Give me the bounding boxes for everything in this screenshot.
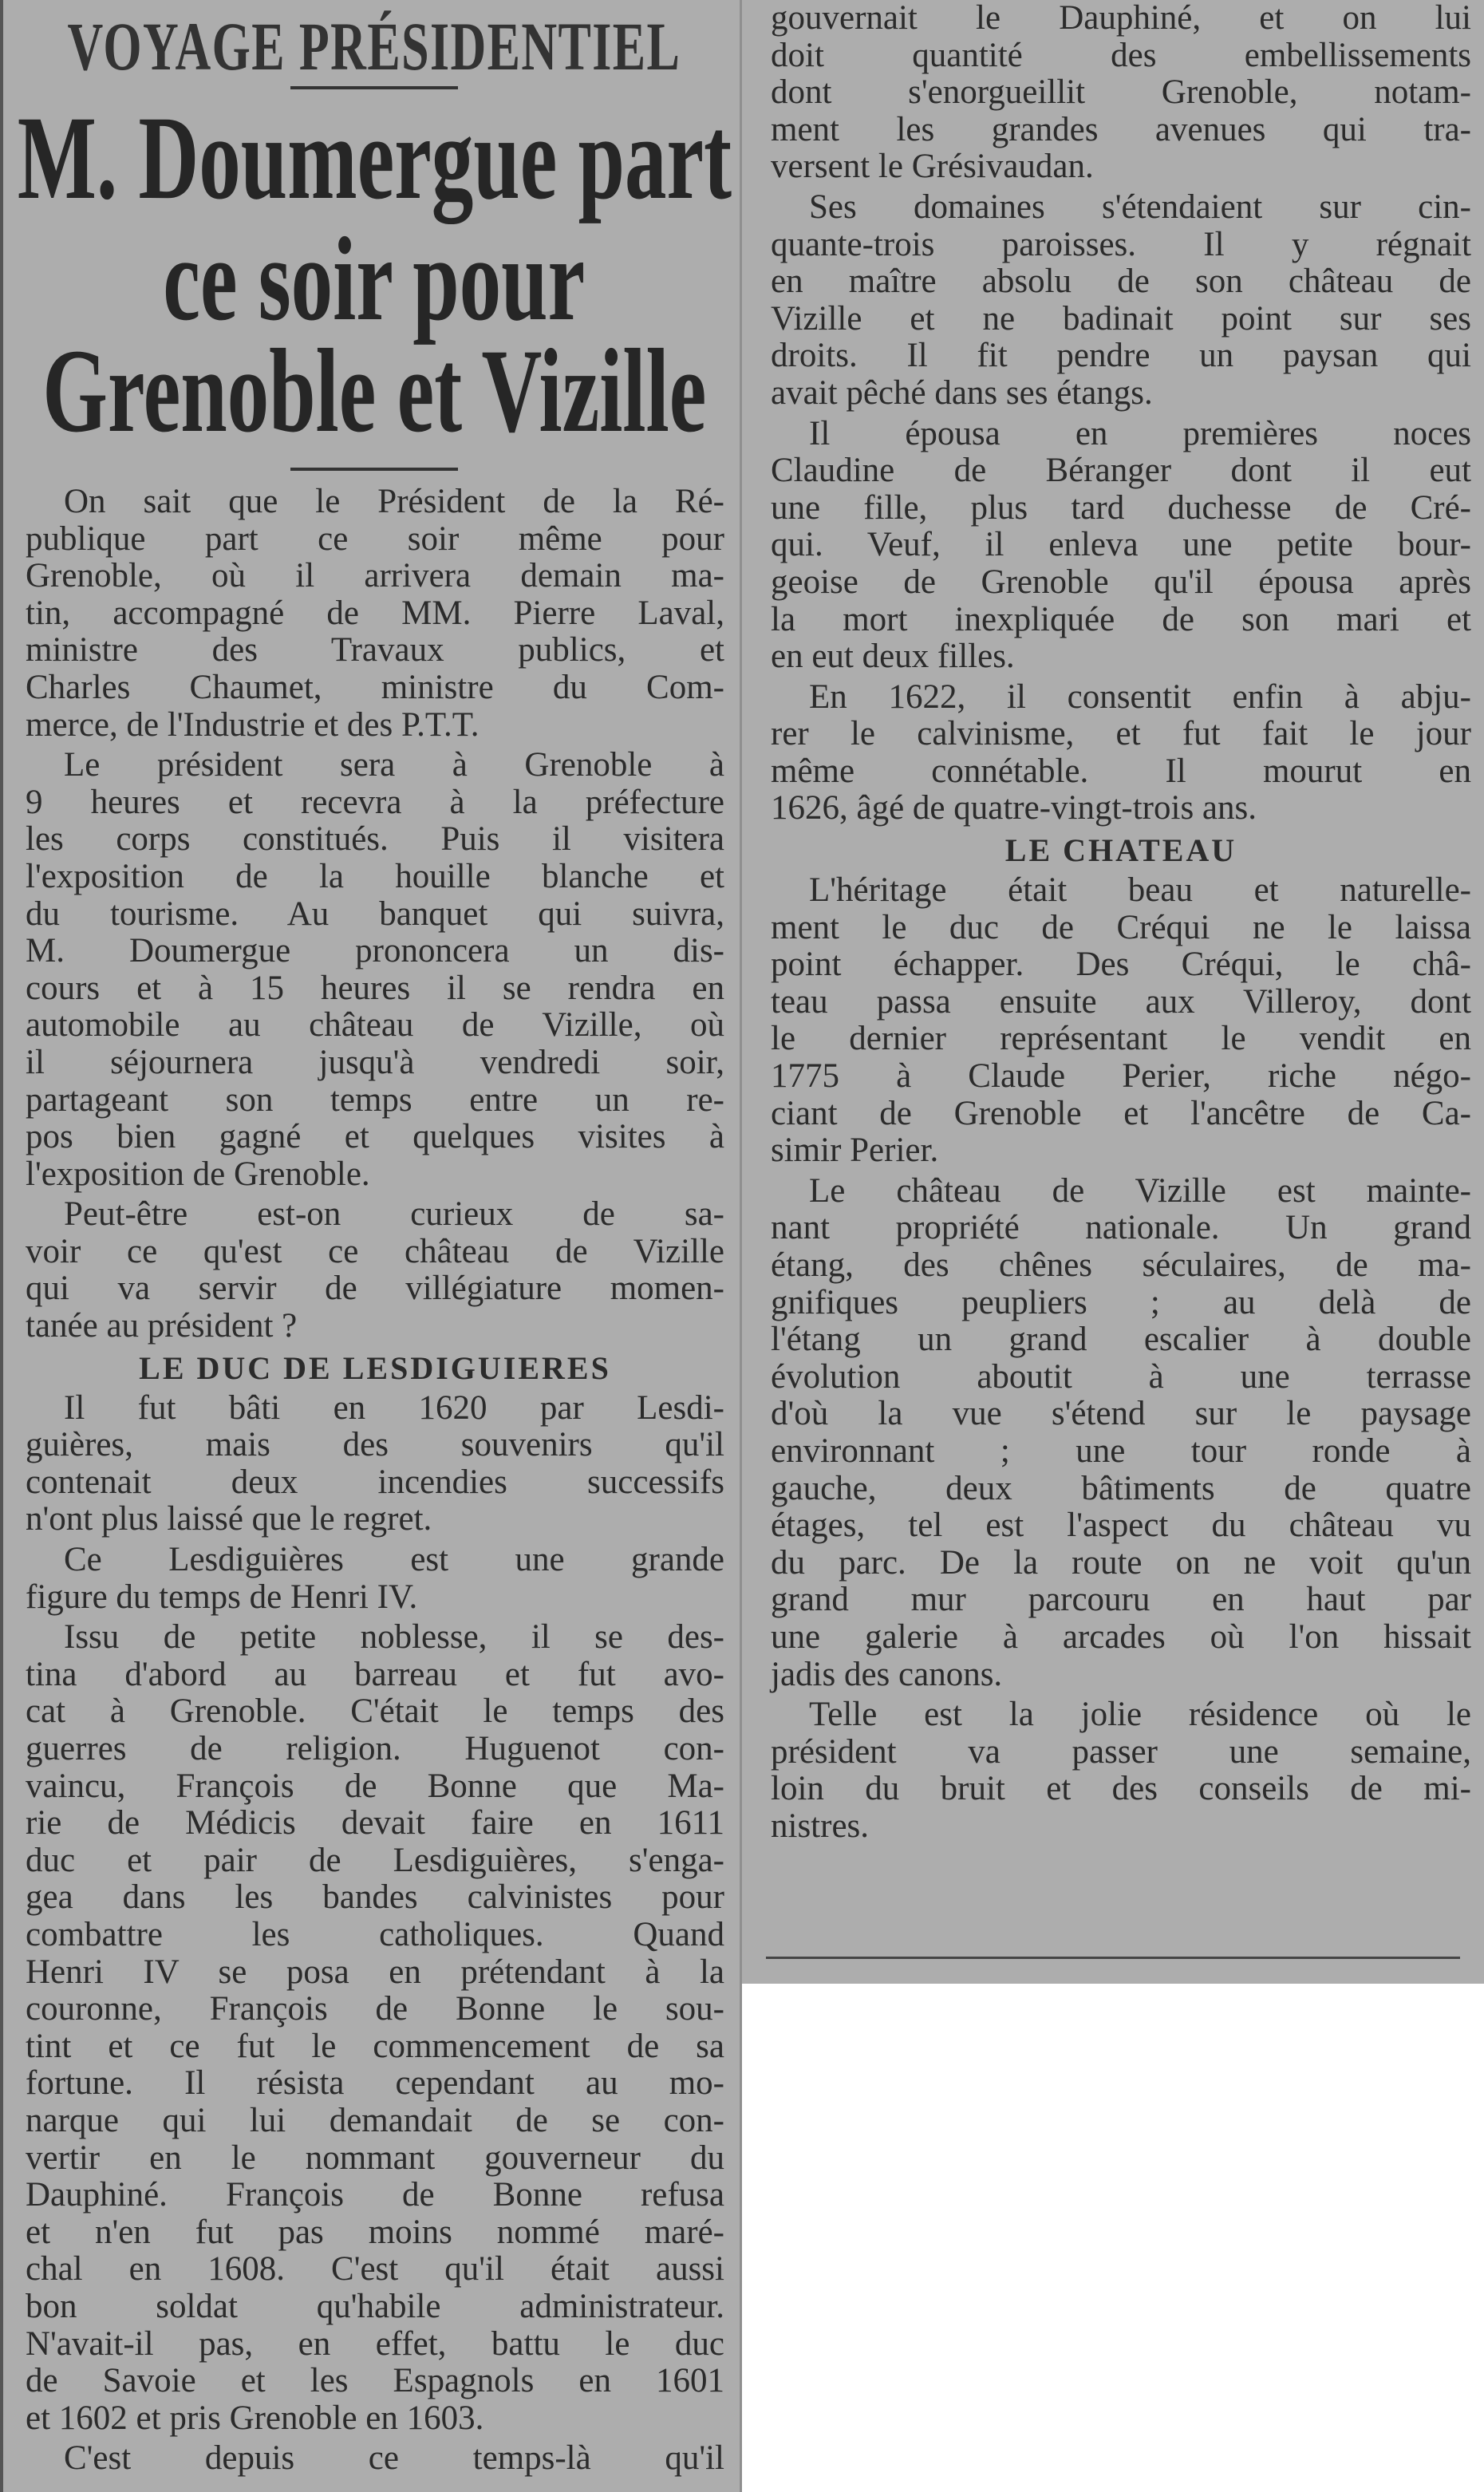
text-line: Charles Chaumet, ministre du Com- <box>26 668 724 706</box>
text-line: rer le calvinisme, et fut fait le jour <box>771 715 1471 753</box>
headline-text: Grenoble et Vizille <box>41 325 707 457</box>
text-line: On sait que le Président de la Ré- <box>64 483 724 520</box>
text-line: Ce Lesdiguières est une grande <box>64 1541 724 1579</box>
text-line: une galerie à arcades où l'on hissait <box>771 1617 1471 1656</box>
text-line: gauche, deux bâtiments de quatre <box>771 1469 1471 1507</box>
text-line: bon soldat qu'habile administrateur. <box>26 2287 724 2325</box>
text-line: le dernier représentant le vendit en <box>771 1020 1471 1058</box>
paragraph <box>26 1390 724 1538</box>
paragraph <box>771 679 1471 827</box>
text-line: ment le duc de Créqui ne le laissa <box>771 908 1471 946</box>
text-line: ciant de Grenoble et l'ancêtre de Ca- <box>771 1094 1471 1132</box>
text-line: Peut-être est-on curieux de sa- <box>64 1195 724 1234</box>
text-line: couronne, François de Bonne le sou- <box>26 1990 724 2028</box>
text-line: qui va servir de villégiature momen- <box>26 1270 724 1308</box>
paragraph <box>26 1619 724 2437</box>
text-line: partageant son temps entre un re- <box>26 1080 724 1119</box>
text-line: automobile au château de Vizille, où <box>26 1006 724 1045</box>
text-line: guières, mais des souvenirs qu'il <box>26 1426 724 1464</box>
text-line: la mort inexpliquée de son mari et <box>771 600 1471 638</box>
text-line: l'étang un grand escalier à double <box>771 1321 1471 1359</box>
text-line: simir Perier. <box>771 1131 939 1170</box>
text-line: N'avait-il pas, en effet, battu le duc <box>26 2324 724 2363</box>
left-column-body <box>26 484 724 2481</box>
right-column-body <box>771 0 1471 1849</box>
text-line: grand mur parcouru en haut par <box>771 1581 1471 1619</box>
text-line: M. Doumergue prononcera un dis- <box>26 932 724 970</box>
text-line: évolution aboutit à une terrasse <box>771 1357 1471 1396</box>
text-line: l'exposition de Grenoble. <box>26 1155 370 1193</box>
headline-line-3 <box>3 325 745 457</box>
text-line: Grenoble, où il arrivera demain ma- <box>26 557 724 595</box>
text-line: étang, des chênes séculaires, de ma- <box>771 1246 1471 1284</box>
text-line: fortune. Il résista cependant au mo- <box>26 2064 724 2103</box>
text-line: environnant ; une tour ronde à <box>771 1432 1471 1470</box>
headline-line-2 <box>3 213 745 346</box>
text-line: Vizille et ne badinait point sur ses <box>771 299 1471 338</box>
text-line: en eut deux filles. <box>771 638 1015 676</box>
kicker <box>3 8 745 85</box>
text-line: voir ce qu'est ce château de Vizille <box>26 1232 724 1270</box>
text-line: qui. Veuf, il enleva une petite bour- <box>771 526 1471 564</box>
text-line: chal en 1608. C'est qu'il était aussi <box>26 2250 724 2289</box>
paragraph <box>26 484 724 744</box>
paragraph <box>26 1542 724 1616</box>
text-line: Il fut bâti en 1620 par Lesdi- <box>64 1388 724 1427</box>
text-line: Ses domaines s'étendaient sur cin- <box>809 188 1471 226</box>
end-rule <box>766 1957 1460 1959</box>
text-line: duc et pair de Lesdiguières, s'enga- <box>26 1841 724 1879</box>
text-line: vertir en le nommant gouverneur du <box>26 2139 724 2177</box>
text-line: Le président sera à Grenoble à <box>64 746 724 784</box>
text-line: une fille, plus tard duchesse de Cré- <box>771 488 1471 527</box>
paragraph <box>771 1696 1471 1845</box>
text-line: Telle est la jolie résidence où le <box>809 1696 1471 1734</box>
text-line: cours et à 15 heures il se rendra en <box>26 969 724 1007</box>
text-line: ment les grandes avenues qui tra- <box>771 110 1471 148</box>
text-line: geoise de Grenoble qu'il épousa après <box>771 563 1471 601</box>
text-line: jadis des canons. <box>771 1655 1003 1693</box>
text-line: les corps constitués. Puis il visitera <box>26 820 724 859</box>
text-line: tanée au président ? <box>26 1307 298 1345</box>
text-line: ministre des Travaux publics, et <box>26 631 724 669</box>
text-line: et 1602 et pris Grenoble en 1603. <box>26 2399 484 2437</box>
text-line: du tourisme. Au banquet qui suivra, <box>26 895 724 933</box>
text-line: gouvernait le Dauphiné, et on lui <box>771 0 1471 37</box>
text-line: dont s'enorgueillit Grenoble, notam- <box>771 73 1471 112</box>
text-line: Dauphiné. François de Bonne refusa <box>26 2176 724 2214</box>
paragraph <box>771 872 1471 1170</box>
right-column <box>742 0 1484 1984</box>
text-line: nistres. <box>771 1807 870 1845</box>
paragraph <box>26 1196 724 1345</box>
headline-text: M. Doumergue part <box>17 92 732 224</box>
paragraph <box>771 416 1471 676</box>
text-line: L'héritage était beau et naturelle- <box>809 871 1471 910</box>
text-line: tina d'abord au barreau et fut avo- <box>26 1655 724 1693</box>
text-line: Le château de Vizille est mainte- <box>809 1171 1471 1210</box>
headline-text: ce soir pour <box>163 213 586 346</box>
text-line: tint et ce fut le commencement de sa <box>26 2027 724 2065</box>
text-line: narque qui lui demandait de se con- <box>26 2101 724 2139</box>
text-line: teau passa ensuite aux Villeroy, dont <box>771 982 1471 1021</box>
text-line: l'exposition de la houille blanche et <box>26 857 724 895</box>
headline-line-1 <box>3 92 745 224</box>
text-line: quante-trois paroisses. Il y régnait <box>771 225 1471 263</box>
text-line: pos bien gagné et quelques visites à <box>26 1118 724 1156</box>
text-line: Il épousa en premières noces <box>809 414 1471 452</box>
text-line: 1775 à Claude Perier, riche négo- <box>771 1057 1471 1096</box>
section-heading: LE DUC DE LESDIGUIERES <box>139 1349 611 1386</box>
text-line: tin, accompagné de MM. Pierre Laval, <box>26 594 724 632</box>
text-line: En 1622, il consentit enfin à abju- <box>809 677 1471 716</box>
text-line: point échapper. Des Créqui, le châ- <box>771 946 1471 984</box>
paragraph <box>26 2440 724 2478</box>
text-line: d'où la vue s'étend sur le paysage <box>771 1395 1471 1433</box>
text-line: rie de Médicis devait faire en 1611 <box>26 1804 724 1842</box>
text-line: Claudine de Béranger dont il eut <box>771 452 1471 490</box>
text-line: publique part ce soir même pour <box>26 519 724 558</box>
text-line: gea dans les bandes calvinistes pour <box>26 1878 724 1917</box>
text-line: en maître absolu de son château de <box>771 263 1471 301</box>
text-line: loin du bruit et des conseils de mi- <box>771 1770 1471 1808</box>
text-line: président va passer une semaine, <box>771 1732 1471 1771</box>
text-line: cat à Grenoble. C'était le temps des <box>26 1692 724 1731</box>
text-line: figure du temps de Henri IV. <box>26 1578 418 1616</box>
text-line: 9 heures et recevra à la préfecture <box>26 783 724 821</box>
text-line: guerres de religion. Huguenot con- <box>26 1730 724 1767</box>
paragraph <box>771 1173 1471 1693</box>
kicker-rule <box>290 86 458 89</box>
text-line: combattre les catholiques. Quand <box>26 1915 724 1953</box>
text-line: gnifiques peupliers ; au delà de <box>771 1283 1471 1321</box>
text-line: nant propriété nationale. Un grand <box>771 1209 1471 1247</box>
text-line: avait pêché dans ses étangs. <box>771 373 1153 412</box>
paragraph <box>771 0 1471 186</box>
headline-rule <box>290 468 458 471</box>
text-line: Henri IV se posa en prétendant à la <box>26 1953 724 1991</box>
text-line: 1626, âgé de quatre-vingt-trois ans. <box>771 789 1257 827</box>
text-line: versent le Grésivaudan. <box>771 148 1094 186</box>
text-line: vaincu, François de Bonne que Ma- <box>26 1767 724 1805</box>
text-line: merce, de l'Industrie et des P.T.T. <box>26 705 480 744</box>
kicker-text: VOYAGE PRÉSIDENTIEL <box>67 8 681 85</box>
text-line: C'est depuis ce temps-là qu'il <box>64 2439 724 2478</box>
text-line: contenait deux incendies successifs <box>26 1463 724 1501</box>
text-line: et n'en fut pas moins nommé maré- <box>26 2213 724 2251</box>
text-line: de Savoie et les Espagnols en 1601 <box>26 2362 724 2400</box>
text-line: du parc. De la route on ne voit qu'un <box>771 1543 1471 1582</box>
text-line: il séjournera jusqu'à vendredi soir, <box>26 1043 724 1081</box>
text-line: étages, tel est l'aspect du château vu <box>771 1507 1471 1545</box>
paragraph <box>26 747 724 1193</box>
paragraph <box>771 189 1471 413</box>
text-line: droits. Il fit pendre un paysan qui <box>771 337 1471 375</box>
section-heading: LE CHATEAU <box>1004 832 1237 869</box>
text-line: n'ont plus laissé que le regret. <box>26 1500 432 1538</box>
text-line: doit quantité des embellissements <box>771 36 1471 74</box>
text-line: même connétable. Il mourut en <box>771 752 1471 790</box>
text-line: Issu de petite noblesse, il se des- <box>64 1618 724 1657</box>
